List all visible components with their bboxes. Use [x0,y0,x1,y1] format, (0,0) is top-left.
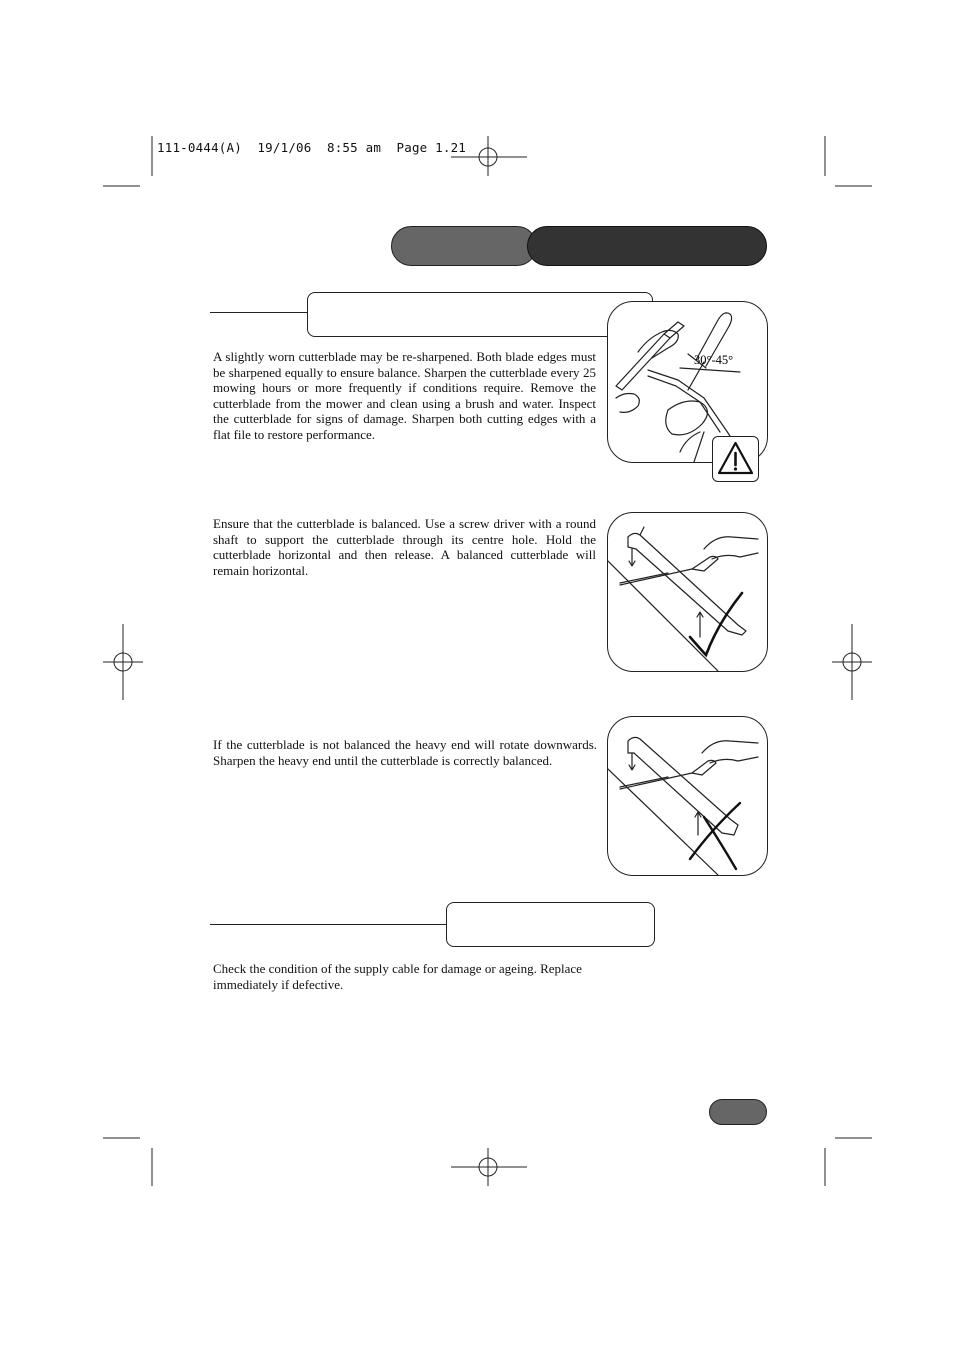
sharpening-paragraph: A slightly worn cutterblade may be re-sharpened. Both blade edges must be sharpened equally to ensure balance. Sharpen the cutterblade every 25 mowing hours or more frequently if conditions require. Remove the cutterblade from the mower and clean using a brush and water. Inspect the cutterblade for signs of damage. Sharpen both cutting edges with a flat file to restore performance. [213,349,596,442]
registration-target-bottom [451,1148,527,1186]
section-rule-cable [210,924,450,925]
page-number-tab [709,1099,767,1125]
cable-paragraph: Check the condition of the supply cable for damage or ageing. Replace immediately if defective. [213,961,582,992]
section-heading-sharpening [307,292,653,337]
balanced-blade-drawing [608,513,767,671]
balanced-blade-illustration [607,512,768,672]
section-heading-cable [446,902,655,947]
header-tab-left [391,226,537,266]
unbalanced-blade-illustration [607,716,768,876]
angle-label: 30°-45° [694,353,734,367]
print-slug: 111-0444(A) 19/1/06 8:55 am Page 1.21 [157,140,467,155]
checkmark-icon [690,593,742,655]
section-rule-sharpening [210,312,310,313]
header-tab-right [527,226,767,266]
balance-paragraph: Ensure that the cutterblade is balanced. Use a screw driver with a round shaft to support the cutterblade through its centre hole. Hold the cutterblade horizontal and then release. A balanced cutterblade will remain horizontal. [213,516,596,578]
unbalanced-paragraph: If the cutterblade is not balanced the heavy end will rotate downwards. Sharpen the heavy end until the cutterblade is correctly balanced. [213,737,597,768]
warning-icon [712,436,759,482]
registration-target-left [103,624,143,700]
unbalanced-blade-drawing [608,717,767,875]
registration-target-right [832,624,872,700]
